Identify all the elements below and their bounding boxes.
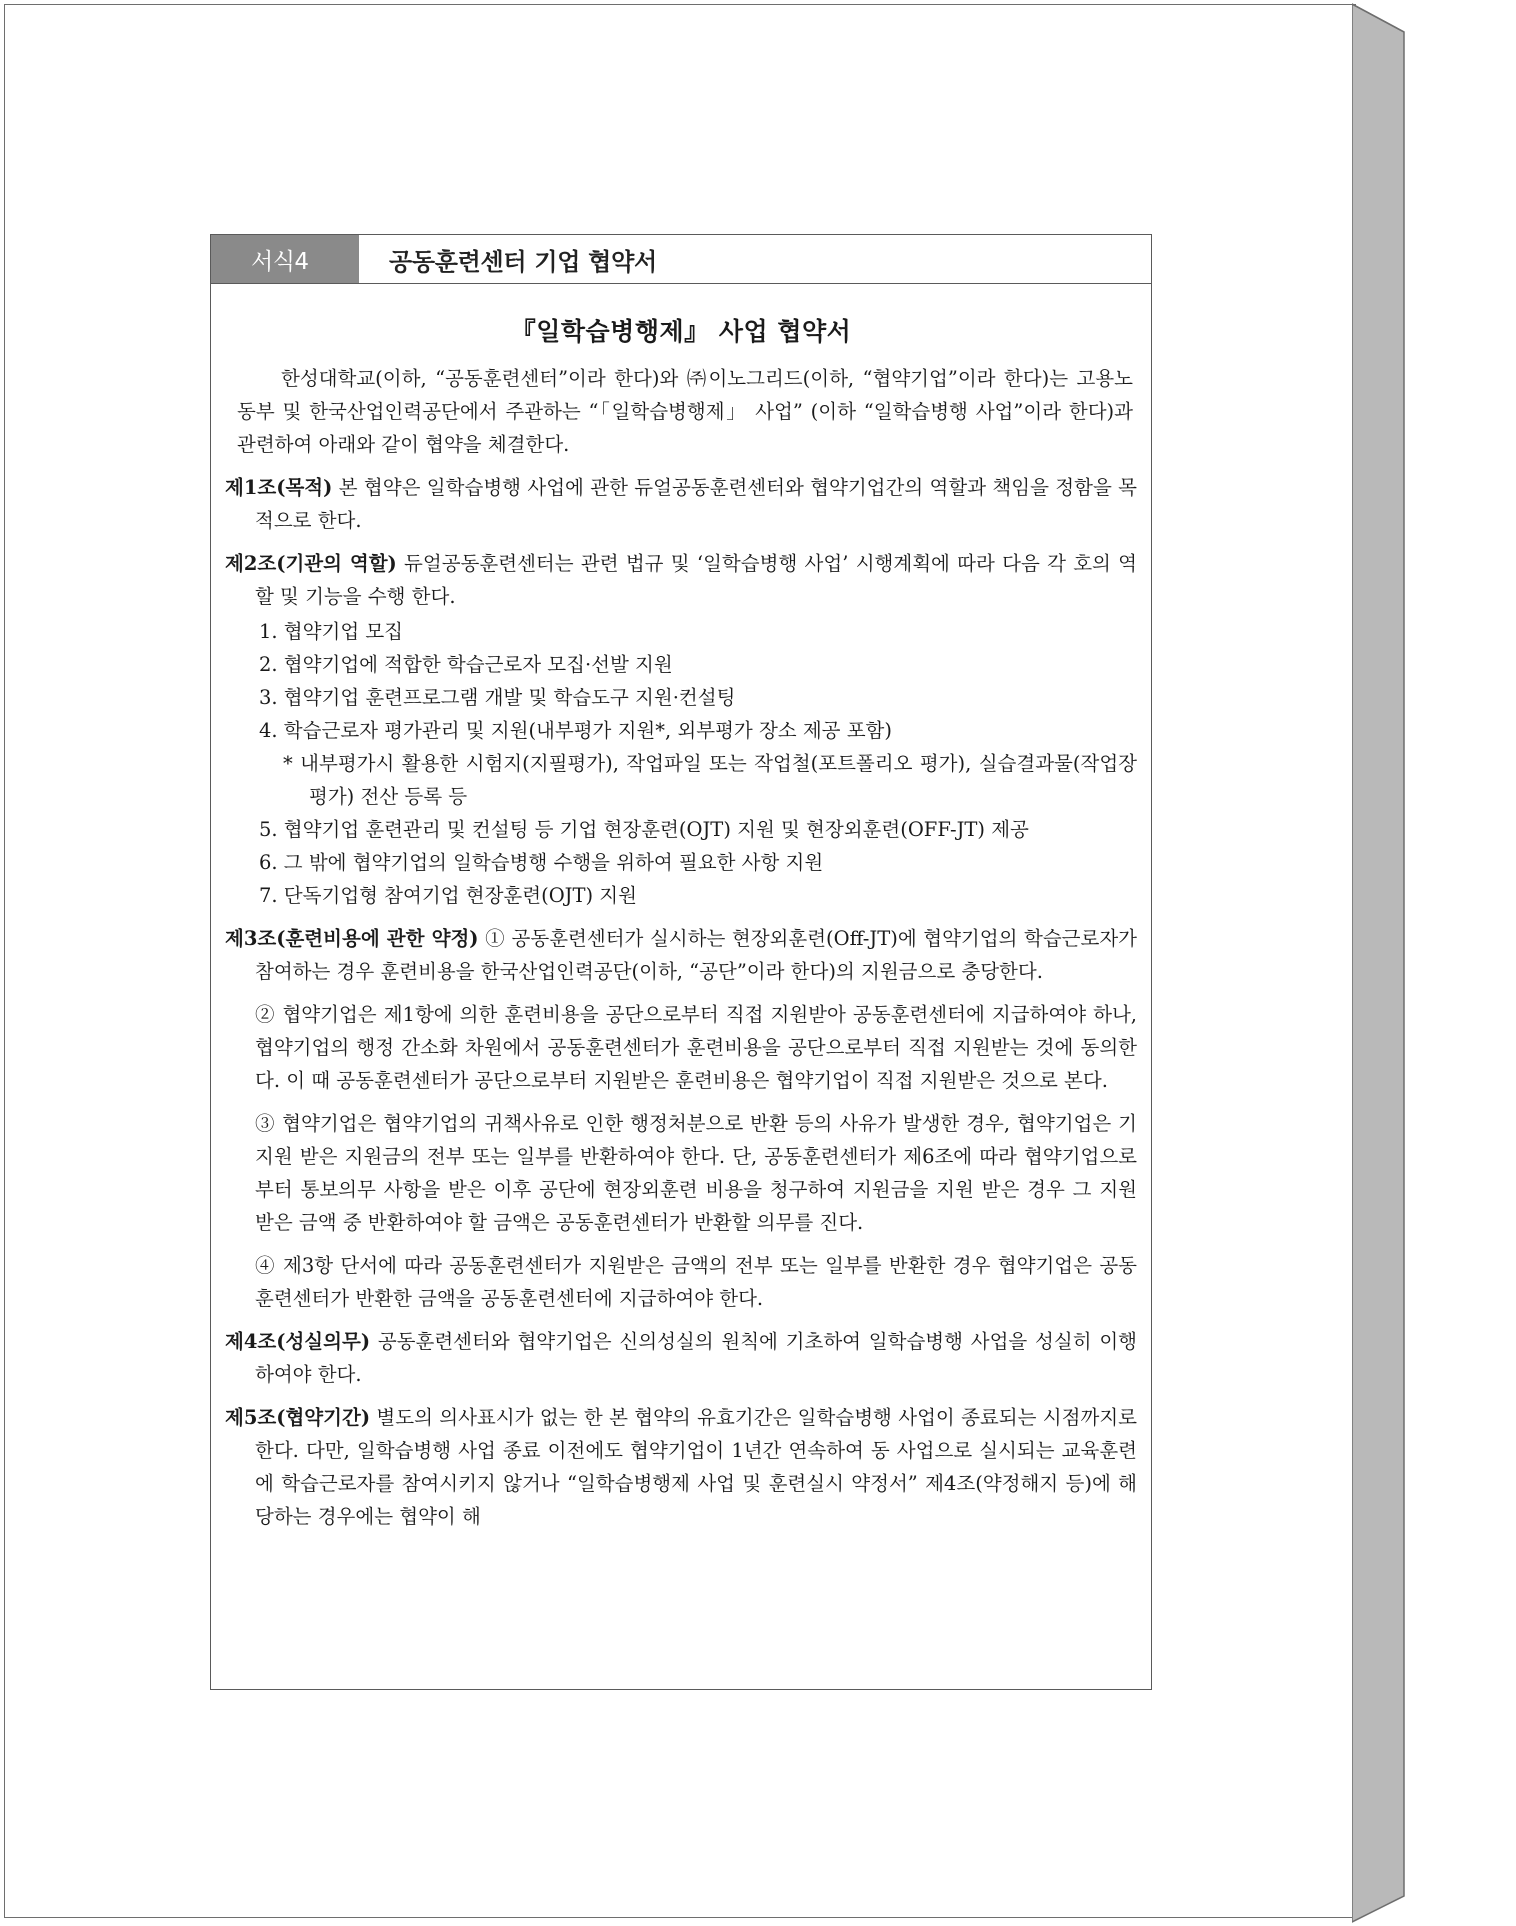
list-item: 2. 협약기업에 적합한 학습근로자 모집·선발 지원 — [259, 653, 673, 676]
article-5 — [225, 1401, 1137, 1533]
article-1-text: 본 협약은 일학습병행 사업에 관한 듀얼공동훈련센터와 협약기업간의 역할과 책임을 정함을 목적으로 한다. — [255, 476, 1137, 532]
list-item: 5. 협약기업 훈련관리 및 컨설팅 등 기업 현장훈련(OJT) 지원 및 현장외훈련(OFF-JT) 제공 — [259, 818, 1029, 841]
list-item: 6. 그 밖에 협약기업의 일학습병행 수행을 위하여 필요한 사항 지원 — [259, 851, 824, 874]
list-item: 7. 단독기업형 참여기업 현장훈련(OJT) 지원 — [259, 884, 637, 907]
article-3-clause-4: ④ 제3항 단서에 따라 공동훈련센터가 지원받은 금액의 전부 또는 일부를 반환한 경우 협약기업은 공동훈련센터가 반환한 금액을 공동훈련센터에 지급하여야 한다. — [255, 1254, 1137, 1310]
list-item: 3. 협약기업 훈련프로그램 개발 및 학습도구 지원·컨설팅 — [259, 686, 736, 709]
list-note: * 내부평가시 활용한 시험지(지필평가), 작업파일 또는 작업철(포트폴리오 평가), 실습결과물(작업장 평가) 전산 등록 등 — [283, 752, 1137, 808]
article-4-text: 공동훈련센터와 협약기업은 신의성실의 원칙에 기초하여 일학습병행 사업을 성실히 이행하여야 한다. — [255, 1330, 1137, 1386]
article-5-text: 별도의 의사표시가 없는 한 본 협약의 유효기간은 일학습병행 사업이 종료되는 시점까지로 한다. 다만, 일학습병행 사업 종료 이전에도 협약기업이 1년간 연속하여 동 사업으로 실시되는 교육훈련에 학습근로자를 참여시키지 않거나 “일학습병행제 사업 및 훈련실시 약정서” 제4조(약정해지 등)에 해당하는 경우에는 협약이 해 — [255, 1406, 1137, 1528]
article-3-clause-3: ③ 협약기업은 협약기업의 귀책사유로 인한 행정처분으로 반환 등의 사유가 발생한 경우, 협약기업은 기지원 받은 지원금의 전부 또는 일부를 반환하여야 한다. 단, 공동훈련센터가 제6조에 따라 협약기업으로부터 통보의무 사항을 받은 이후 공단에 현장외훈련 비용을 청구하여 지원금을 지원 받은 경우 그 지원 받은 금액 중 반환하여야 할 금액은 공동훈련센터가 반환할 의무를 진다. — [255, 1112, 1137, 1234]
form-header — [211, 235, 1151, 284]
article-1 — [225, 471, 1137, 537]
form-tag: 서식4 — [211, 235, 359, 283]
list-item: 1. 협약기업 모집 — [259, 620, 404, 643]
article-3 — [225, 922, 1137, 988]
article-3-heading: 제3조(훈련비용에 관한 약정) — [225, 927, 479, 950]
article-1-heading: 제1조(목적) — [225, 476, 333, 499]
book-edge — [1352, 0, 1514, 1926]
article-4 — [225, 1325, 1137, 1391]
article-3-clause-2: ② 협약기업은 제1항에 의한 훈련비용을 공단으로부터 직접 지원받아 공동훈련센터에 지급하여야 하나, 협약기업의 행정 간소화 차원에서 공동훈련센터가 훈련비용을 공단으로부터 직접 지원받는 것에 동의한다. 이 때 공동훈련센터가 공단으로부터 지원받은 훈련비용은 협약기업이 직접 지원받은 것으로 본다. — [255, 1003, 1137, 1092]
intro-paragraph: 한성대학교(이하, “공동훈련센터”이라 한다)와 ㈜이노그리드(이하, “협약기업”이라 한다)는 고용노동부 및 한국산업인력공단에서 주관하는 “「일학습병행제」 사업” (이하 “일학습병행 사업”이라 한다)과 관련하여 아래와 같이 협약을 체결한다. — [237, 367, 1133, 456]
form-body — [211, 284, 1151, 1533]
article-3-text: ① 공동훈련센터가 실시하는 현장외훈련(Off-JT)에 협약기업의 학습근로자가 참여하는 경우 훈련비용을 한국산업인력공단(이하, “공단”이라 한다)의 지원금으로 충당한다. — [255, 927, 1137, 983]
form-box — [210, 234, 1152, 1690]
article-4-heading: 제4조(성실의무) — [225, 1330, 371, 1353]
list-item: 4. 학습근로자 평가관리 및 지원(내부평가 지원*, 외부평가 장소 제공 포함) — [259, 719, 892, 742]
document-title: 『일학습병행제』 사업 협약서 — [510, 317, 852, 346]
article-2-items — [225, 615, 1137, 912]
article-5-heading: 제5조(협약기간) — [225, 1406, 371, 1429]
article-2-text: 듀얼공동훈련센터는 관련 법규 및 ‘일학습병행 사업’ 시행계획에 따라 다음 각 호의 역할 및 기능을 수행 한다. — [255, 552, 1137, 608]
article-2 — [225, 547, 1137, 613]
form-title: 공동훈련센터 기업 협약서 — [389, 247, 657, 276]
article-2-heading: 제2조(기관의 역할) — [225, 552, 397, 575]
